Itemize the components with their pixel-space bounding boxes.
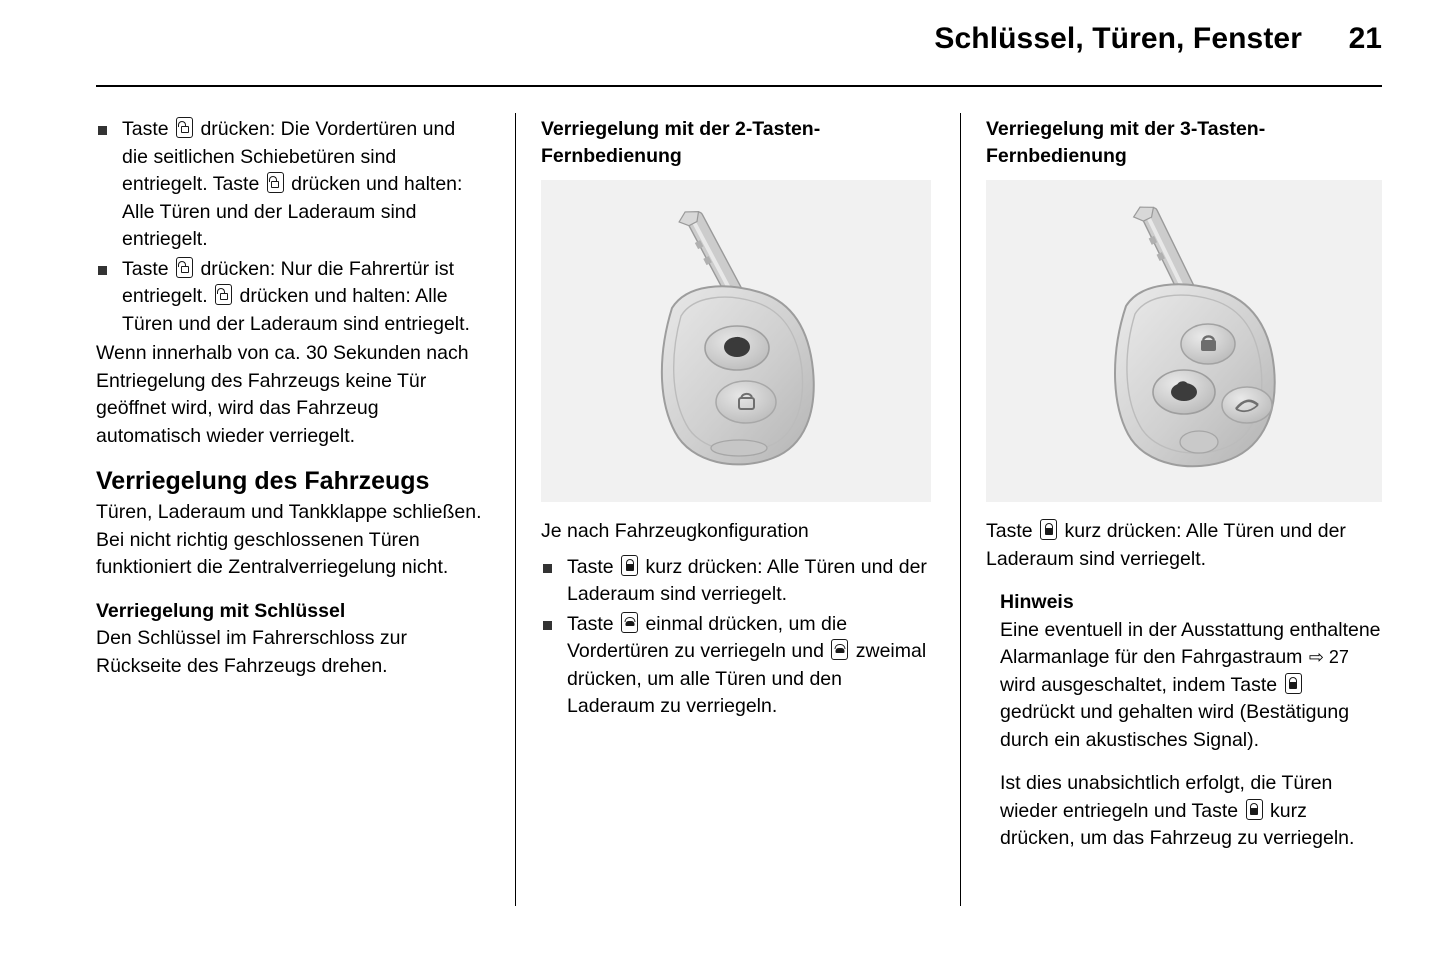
lock-button-icon <box>831 639 848 660</box>
section-heading-locking: Verriegelung des Fahrzeugs <box>96 467 430 495</box>
subheading-locking-with-key: Verriegelung mit Schlüssel <box>96 599 346 622</box>
list-item <box>96 256 486 339</box>
paragraph-text-post: kurz drücken: Alle Türen und der Laderaum sind verriegelt. <box>986 520 1346 570</box>
unlock-button-icon <box>267 172 284 193</box>
note-text-post: gedrückt und gehalten wird (Bestätigung durch ein akustisches Signal). <box>1000 701 1350 751</box>
three-button-remote-key-illustration <box>986 180 1382 502</box>
bullet-text-post: drücken und halten: Alle Türen und der Laderaum sind entriegelt. <box>122 285 470 335</box>
key-locking-paragraph: Den Schlüssel im Fahrerschloss zur Rückseite des Fahrzeugs drehen. <box>96 627 408 677</box>
column-divider-right <box>960 113 961 906</box>
list-item <box>541 611 931 721</box>
note-text-post: kurz drücken, um das Fahrzeug zu verriegeln. <box>1000 799 1355 849</box>
page-number: 21 <box>1348 22 1382 55</box>
spacer <box>986 575 1382 589</box>
lock-button-icon <box>1285 673 1302 694</box>
lock-button-icon <box>621 612 638 633</box>
three-button-lock-paragraph <box>986 518 1382 573</box>
note-title: Hinweis <box>1000 591 1074 613</box>
bullet-text-pre: Taste <box>567 555 620 578</box>
unlock-button-icon <box>176 117 193 138</box>
column-one <box>96 116 486 682</box>
note-text-pre: Ist dies unabsichtlich erfolgt, die Türen wieder entriegeln und Taste <box>1000 772 1333 822</box>
note-block <box>1000 589 1382 853</box>
figure-caption-config: Je nach Fahrzeugkonfiguration <box>541 520 809 542</box>
column-two <box>541 116 931 723</box>
list-item <box>96 116 486 254</box>
cross-reference: ⇨ 27 <box>1308 647 1349 667</box>
page-title: Schlüssel, Türen, Fenster <box>934 22 1302 55</box>
lock-button-icon <box>1246 799 1263 820</box>
heading-two-button-remote: Verriegelung mit der 2-Tasten-Fernbedienung <box>541 118 821 167</box>
auto-relock-paragraph: Wenn innerhalb von ca. 30 Sekunden nach Entriegelung des Fahrzeugs keine Tür geöffnet wird, wird das Fahrzeug automatisch wieder verriegelt. <box>96 342 469 447</box>
paragraph-text-pre: Taste <box>986 520 1039 542</box>
note-paragraph-two <box>1000 770 1382 853</box>
note-text-mid: wird ausgeschaltet, indem Taste <box>1000 673 1283 696</box>
bullet-text-mid: drücken: Die Vordertüren und die seitlichen Schiebetüren sind entriegelt. Taste <box>122 118 456 195</box>
bullet-text-mid: einmal drücken, um die Vordertüren zu verriegeln und <box>567 612 848 662</box>
locking-paragraph: Türen, Laderaum und Tankklappe schließen. Bei nicht richtig geschlossenen Türen funktioniert die Zentralverriegelung nicht. <box>96 501 482 578</box>
bullet-text-mid: kurz drücken: Alle Türen und der Laderaum sind verriegelt. <box>567 555 927 605</box>
bullet-text-pre: Taste <box>567 612 620 635</box>
lock-bullet-list <box>541 554 931 721</box>
column-three <box>986 116 1382 855</box>
bullet-text-post: zweimal drücken, um alle Türen und den Laderaum zu verriegeln. <box>567 640 927 717</box>
unlock-button-icon <box>215 284 232 305</box>
lock-button-icon <box>621 555 638 576</box>
unlock-button-icon <box>176 257 193 278</box>
note-text-pre: Eine eventuell in der Ausstattung enthaltene Alarmanlage für den Fahrgastraum <box>1000 618 1381 668</box>
page-header <box>96 22 1382 56</box>
bullet-text-post: drücken und halten: Alle Türen und der Laderaum sind entriegelt. <box>122 173 463 250</box>
note-paragraph-one <box>1000 617 1382 755</box>
bullet-text-pre: Taste <box>122 257 175 280</box>
heading-three-button-remote: Verriegelung mit der 3-Tasten-Fernbedienung <box>986 118 1266 167</box>
bullet-text-pre: Taste <box>122 118 175 140</box>
spacer <box>96 452 486 466</box>
two-button-remote-key-illustration <box>541 180 931 502</box>
header-divider <box>96 85 1382 87</box>
column-divider-left <box>515 113 516 906</box>
unlock-bullet-list <box>96 116 486 338</box>
list-item <box>541 554 931 609</box>
spacer <box>96 584 486 598</box>
spacer <box>1000 756 1382 770</box>
lock-button-icon <box>1040 519 1057 540</box>
bullet-text-mid: drücken: Nur die Fahrertür ist entriegelt. <box>122 257 455 307</box>
